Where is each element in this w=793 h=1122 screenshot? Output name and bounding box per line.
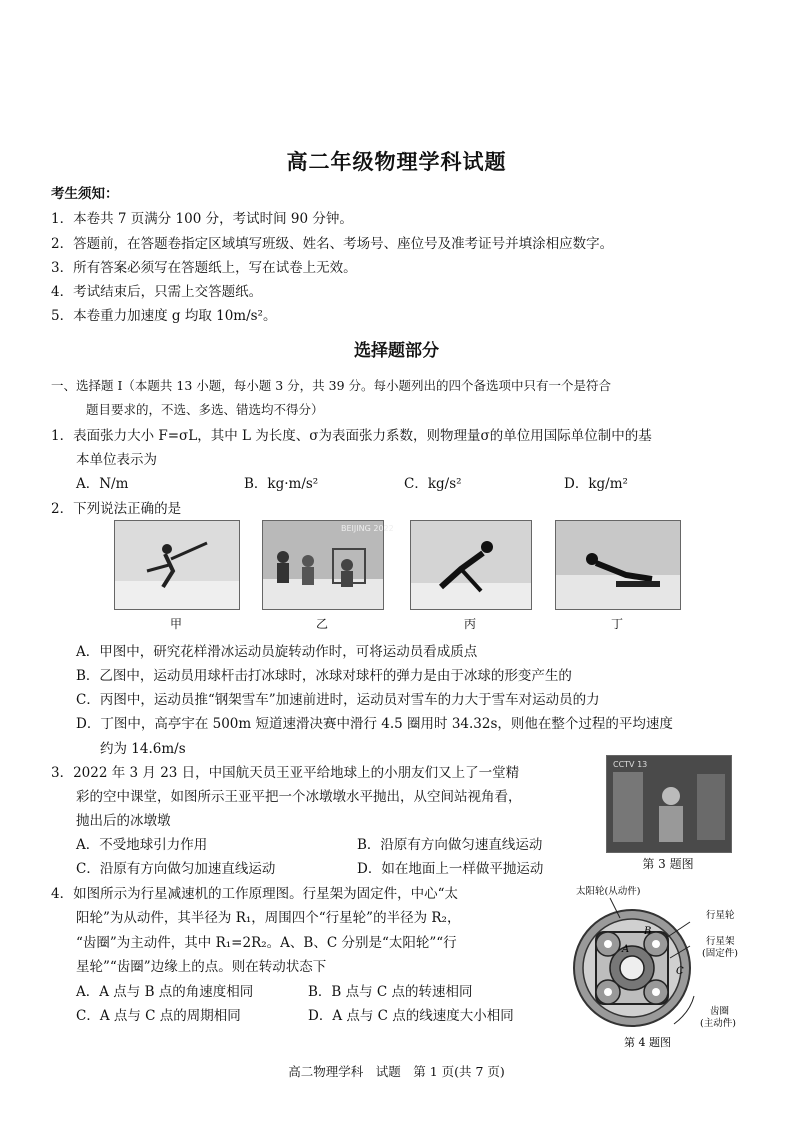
point-b-label: B — [644, 926, 652, 937]
notice-heading: 考生须知： — [51, 186, 119, 202]
q3-option-b: B．沿原有方向做匀速直线运动 — [357, 837, 543, 853]
photo-banner-text: BEIJING 2022 — [341, 524, 394, 533]
notice-item: 1．本卷共 7 页满分 100 分，考试时间 90 分钟。 — [51, 211, 353, 227]
caption-ding: 丁 — [610, 617, 623, 631]
q3-stem-cont2: 抛出后的冰墩墩 — [76, 813, 171, 829]
section-title: 选择题部分 — [354, 341, 439, 361]
q3-stem: 3．2022 年 3 月 23 日，中国航天员王亚平给地球上的小朋友们又上了一堂精 — [51, 765, 520, 781]
page-title: 高二年级物理学科试题 — [286, 149, 507, 174]
speed-skating-photo — [410, 520, 532, 610]
ring-gear-label: 齿圈 — [710, 1006, 730, 1017]
notice-item: 3．所有答案必须写在答题纸上，写在试卷上无效。 — [51, 260, 357, 276]
notice-item: 5．本卷重力加速度 g 均取 10m/s²。 — [51, 308, 277, 324]
figure-skating-photo — [114, 520, 240, 610]
notice-item: 4．考试结束后，只需上交答题纸。 — [51, 284, 263, 300]
q1-option-c: C．kg/s² — [404, 476, 462, 492]
sun-gear-label: 太阳轮(从动件) — [576, 886, 641, 897]
caption-bing: 丙 — [463, 617, 476, 631]
q1-stem: 1．表面张力大小 F=σL，其中 L 为长度、σ为表面张力系数，则物理量σ的单位用国际单位制中的基 — [51, 428, 652, 444]
q4-option-b: B．B 点与 C 点的转速相同 — [308, 984, 473, 1000]
planetary-gear-diagram — [570, 884, 770, 1052]
caption-jia: 甲 — [169, 617, 182, 631]
part1-instructions: 一、选择题 I（本题共 13 小题，每小题 3 分，共 39 分。每小题列出的四个备选项中只有一个是符合 — [51, 378, 612, 393]
q2-option-a: A．甲图中，研究花样滑冰运动员旋转动作时，可将运动员看成质点 — [76, 644, 478, 660]
q3-option-d: D．如在地面上一样做平抛运动 — [357, 861, 544, 877]
q4-figure-caption: 第 4 题图 — [624, 1036, 671, 1049]
q4-stem: 4．如图所示为行星减速机的工作原理图。行星架为固定件，中心“太 — [51, 886, 458, 902]
carrier-fixed-label: (固定件) — [702, 948, 738, 959]
q1-option-b: B．kg·m/s² — [244, 476, 319, 492]
point-a-label: A — [622, 944, 630, 955]
q4-stem-cont2: “齿圈”为主动件，其中 R₁=2R₂。A、B、C 分别是“太阳轮”“行 — [76, 935, 457, 951]
q3-stem-cont: 彩的空中课堂，如图所示王亚平把一个冰墩墩水平抛出，从空间站视角看， — [76, 789, 522, 805]
carrier-label: 行星架 — [706, 936, 735, 947]
point-c-label: C — [676, 966, 684, 977]
q4-option-a: A．A 点与 B 点的角速度相同 — [76, 984, 254, 1000]
page-footer: 高二物理学科 试题 第 1 页(共 7 页) — [288, 1064, 505, 1079]
q2-stem: 2．下列说法正确的是 — [51, 501, 182, 517]
q1-option-d: D．kg/m² — [564, 476, 628, 492]
q3-figure-caption: 第 3 题图 — [642, 857, 694, 871]
q4-stem-cont: 阳轮”为从动件，其半径为 R₁，周围四个“行星轮”的半径为 R₂， — [76, 910, 461, 926]
skeleton-photo — [555, 520, 681, 610]
q4-option-d: D．A 点与 C 点的线速度大小相同 — [308, 1008, 514, 1024]
photo-logo-text: CCTV 13 — [613, 760, 648, 769]
q4-option-c: C．A 点与 C 点的周期相同 — [76, 1008, 241, 1024]
q1-option-a: A．N/m — [76, 476, 129, 492]
ring-driver-label: (主动件) — [700, 1018, 736, 1029]
space-class-photo — [606, 755, 732, 853]
q3-option-a: A．不受地球引力作用 — [76, 837, 208, 853]
planet-gear-label: 行星轮 — [706, 910, 735, 921]
part1-instructions-cont: 题目要求的，不选、多选、错选均不得分） — [86, 402, 324, 417]
q4-stem-cont3: 星轮”“齿圈”边缘上的点。则在转动状态下 — [76, 959, 327, 975]
q2-option-d-cont: 约为 14.6m/s — [100, 741, 186, 757]
q2-option-b: B．乙图中，运动员用球杆击打冰球时，冰球对球杆的弹力是由于冰球的形变产生的 — [76, 668, 572, 684]
q2-option-c: C．丙图中，运动员推“钢架雪车”加速前进时，运动员对雪车的力大于雪车对运动员的力 — [76, 692, 600, 708]
q1-stem-cont: 本单位表示为 — [76, 452, 157, 468]
q2-option-d: D．丁图中，高亭宇在 500m 短道速滑决赛中滑行 4.5 圈用时 34.32s，则他在整个过程的平均速度 — [76, 716, 673, 732]
q3-option-c: C．沿原有方向做匀加速直线运动 — [76, 861, 276, 877]
notice-item: 2．答题前，在答题卷指定区域填写班级、姓名、考场号、座位号及准考证号并填涂相应数字。 — [51, 236, 614, 252]
caption-yi: 乙 — [315, 617, 328, 631]
ice-hockey-photo — [262, 520, 394, 610]
